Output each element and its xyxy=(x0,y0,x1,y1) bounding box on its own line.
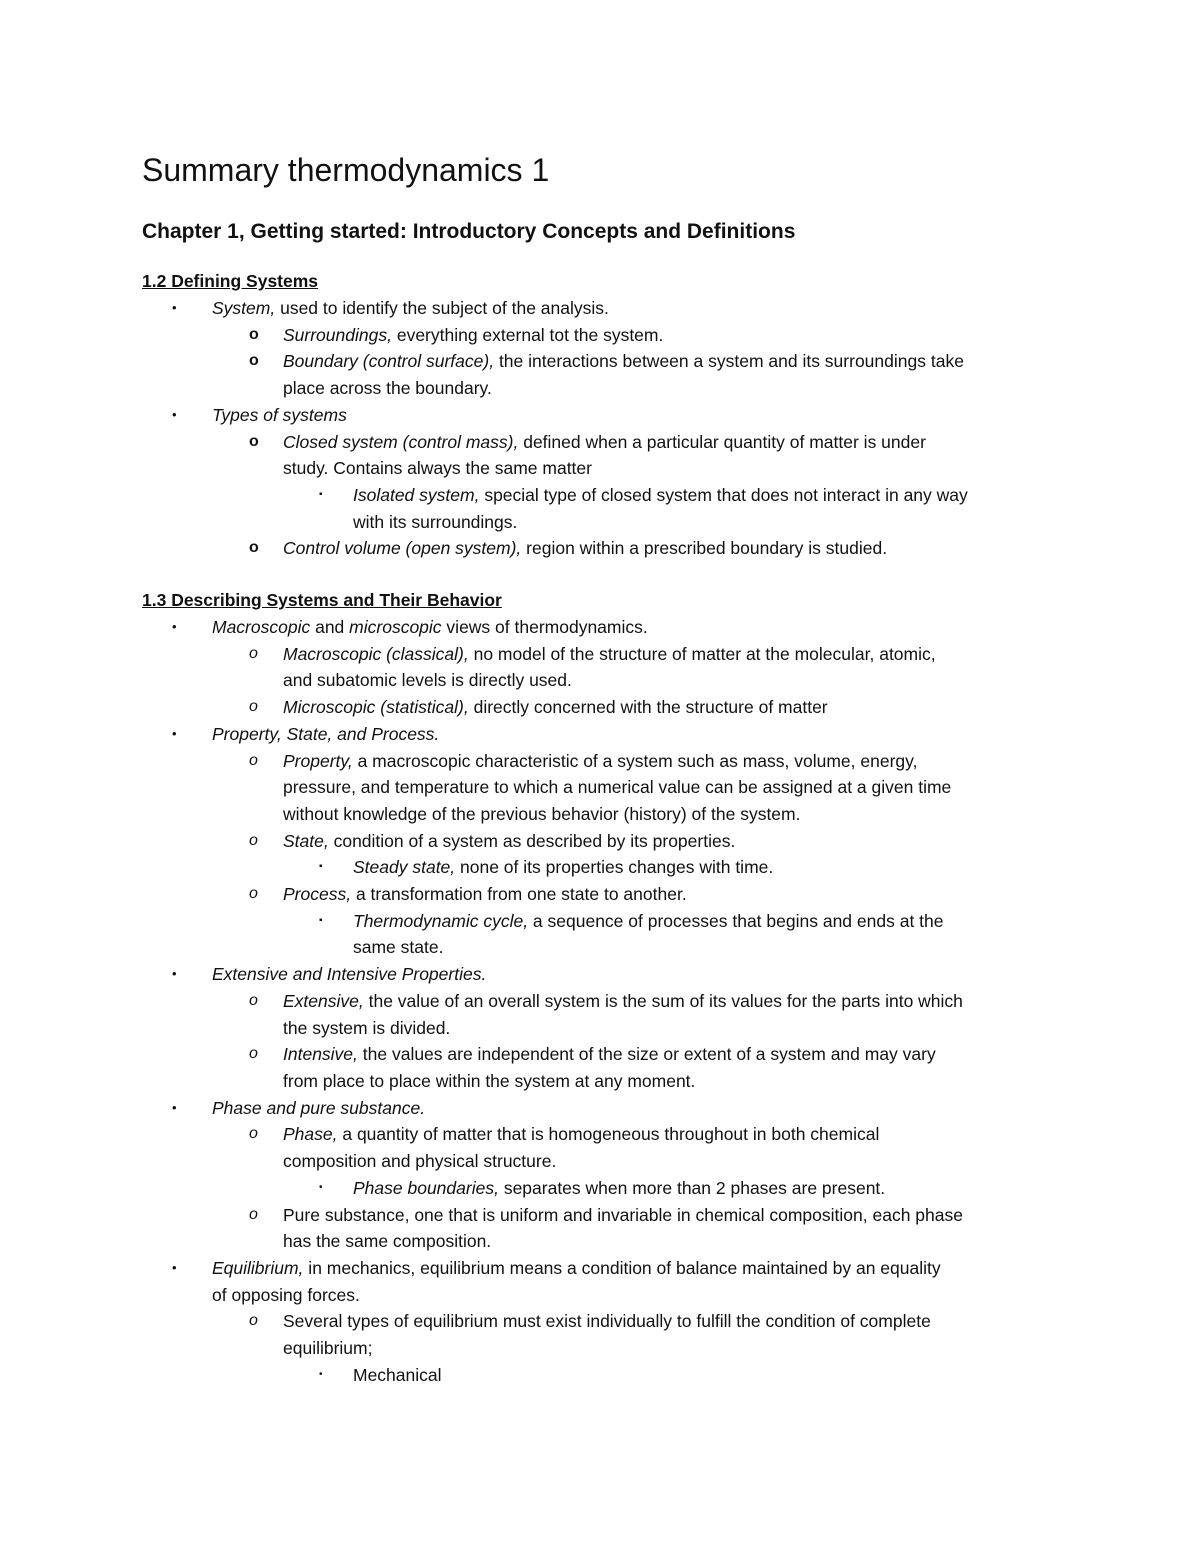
line-text: a quantity of matter that is homogeneous throughout in both chemical xyxy=(337,1124,880,1145)
line-text: defined when a particular quantity of matter is under xyxy=(518,431,926,452)
outline-line xyxy=(142,322,1060,349)
term: Equilibrium, xyxy=(212,1257,304,1278)
line-text: separates when more than 2 phases are present. xyxy=(498,1177,886,1198)
outline-line xyxy=(142,854,1060,881)
line-text: region within a prescribed boundary is studied. xyxy=(521,538,888,559)
bullet-icon: • xyxy=(319,1181,323,1193)
outline-line xyxy=(142,988,1060,1015)
outline-line xyxy=(142,1282,1060,1309)
outline-line xyxy=(142,402,1060,429)
term: Microscopic (statistical), xyxy=(283,697,469,718)
term: Extensive, xyxy=(283,990,364,1011)
term: Thermodynamic cycle, xyxy=(353,910,529,931)
line-text: the system is divided. xyxy=(283,1017,451,1038)
outline-line xyxy=(142,1015,1060,1042)
line-text: with its surroundings. xyxy=(353,511,518,532)
term: Phase boundaries, xyxy=(353,1177,499,1198)
outline-line xyxy=(142,1335,1060,1362)
line-text: of opposing forces. xyxy=(212,1284,360,1305)
term: Extensive and Intensive Properties. xyxy=(212,964,487,985)
outline-line xyxy=(142,429,1060,456)
term: Property, xyxy=(283,750,353,771)
line-text: from place to place within the system at any moment. xyxy=(283,1070,696,1091)
outline-line xyxy=(142,694,1060,721)
line-text: in mechanics, equilibrium means a condition of balance maintained by an equality xyxy=(303,1257,941,1278)
sections-container xyxy=(142,268,1060,1388)
term: Property, State, and Process. xyxy=(212,723,440,744)
line-text: the value of an overall system is the sum of its values for the parts into which xyxy=(363,990,963,1011)
line-text: everything external tot the system. xyxy=(391,324,664,345)
term: Steady state, xyxy=(353,857,456,878)
section-heading: 1.2 Defining Systems xyxy=(142,271,319,291)
circle-bullet-icon: o xyxy=(249,885,258,903)
outline-line xyxy=(142,1121,1060,1148)
outline-line xyxy=(142,667,1060,694)
square-bullet-icon: ▪ xyxy=(319,861,323,873)
term: Control volume (open system), xyxy=(283,538,522,559)
outline-line xyxy=(142,1148,1060,1175)
bullet-icon: • xyxy=(172,300,177,315)
line-text: has the same composition. xyxy=(283,1231,492,1252)
section-1 xyxy=(142,268,1060,562)
line-text: place across the boundary. xyxy=(283,378,492,399)
outline-line xyxy=(142,1202,1060,1229)
line-text: Mechanical xyxy=(353,1364,442,1385)
line-text: composition and physical structure. xyxy=(283,1151,557,1172)
line-text: and xyxy=(310,617,350,638)
line-text: a sequence of processes that begins and ends at the xyxy=(528,910,944,931)
line-text: equilibrium; xyxy=(283,1338,373,1359)
outline-line xyxy=(142,774,1060,801)
circle-bullet-icon: o xyxy=(249,1045,258,1063)
outline-line xyxy=(142,1068,1060,1095)
line-text: views of thermodynamics. xyxy=(441,617,648,638)
line-text: Several types of equilibrium must exist individually to fulfill the condition of complete xyxy=(283,1311,931,1332)
circle-bullet-icon: o xyxy=(249,698,258,716)
term: Macroscopic (classical), xyxy=(283,643,469,664)
term: Closed system (control mass), xyxy=(283,431,519,452)
outline-line xyxy=(142,535,1060,562)
outline-line xyxy=(142,614,1060,641)
circle-bullet-icon: o xyxy=(249,1205,258,1223)
term: Process, xyxy=(283,884,352,905)
outline-line xyxy=(142,455,1060,482)
bullet-icon: • xyxy=(172,966,177,982)
chapter-heading: Chapter 1, Getting started: Introductory Concepts and Definitions xyxy=(142,220,796,243)
line-text: no model of the structure of matter at the molecular, atomic, xyxy=(468,643,936,664)
term: Boundary (control surface), xyxy=(283,351,495,372)
term: State, xyxy=(283,830,329,851)
term: Phase and pure substance. xyxy=(212,1097,426,1118)
line-text: directly concerned with the structure of matter xyxy=(468,697,828,718)
circle-bullet-icon: o xyxy=(249,352,259,370)
outline-line xyxy=(142,1095,1060,1122)
bullet-icon: • xyxy=(172,1099,177,1115)
outline-line xyxy=(142,1175,1060,1202)
bullet-icon: • xyxy=(172,619,177,635)
line-text: the values are independent of the size or extent of a system and may vary xyxy=(357,1044,936,1065)
square-bullet-icon: ▪ xyxy=(319,488,323,500)
circle-bullet-icon: o xyxy=(249,1125,258,1143)
term: System, xyxy=(212,298,276,318)
line-text: same state. xyxy=(353,937,444,958)
outline-line xyxy=(142,1308,1060,1335)
circle-bullet-icon: o xyxy=(249,432,259,450)
line-text: a transformation from one state to another. xyxy=(351,884,687,905)
circle-bullet-icon: o xyxy=(249,991,258,1009)
line-text: special type of closed system that does not interact in any way xyxy=(479,484,968,505)
circle-bullet-icon: o xyxy=(249,751,258,769)
line-text: used to identify the subject of the analysis. xyxy=(275,298,609,318)
line-text: a macroscopic characteristic of a system such as mass, volume, energy, xyxy=(352,750,918,771)
section-heading: 1.3 Describing Systems and Their Behavior xyxy=(142,590,502,611)
line-text: study. Contains always the same matter xyxy=(283,458,592,479)
outline-line xyxy=(142,482,1060,509)
document-title: Summary thermodynamics 1 xyxy=(142,152,550,188)
outline-line xyxy=(142,1255,1060,1282)
bullet-icon: • xyxy=(172,1259,177,1275)
bullet-icon: • xyxy=(172,725,177,741)
term: Isolated system, xyxy=(353,484,480,505)
outline-line xyxy=(142,641,1060,668)
term: Phase, xyxy=(283,1124,338,1145)
outline-line xyxy=(142,348,1060,375)
outline-line xyxy=(142,934,1060,961)
line-text: none of its properties changes with time. xyxy=(455,857,774,878)
bullet-icon: • xyxy=(319,1368,323,1380)
term: Surroundings, xyxy=(283,324,392,345)
outline-line xyxy=(142,908,1060,935)
outline-line xyxy=(142,748,1060,775)
bullet-icon: • xyxy=(172,406,177,422)
line-text: without knowledge of the previous behavior (history) of the system. xyxy=(283,803,801,824)
circle-bullet-icon: o xyxy=(249,644,258,662)
term: Types of systems xyxy=(212,404,347,425)
line-text: and subatomic levels is directly used. xyxy=(283,670,572,691)
circle-bullet-icon: o xyxy=(249,831,258,849)
outline-line xyxy=(142,295,1060,322)
outline-line xyxy=(142,961,1060,988)
outline-line xyxy=(142,1041,1060,1068)
outline-line xyxy=(142,509,1060,536)
outline-line xyxy=(142,1362,1060,1389)
outline-line xyxy=(142,828,1060,855)
outline-line xyxy=(142,1228,1060,1255)
outline-line xyxy=(142,721,1060,748)
line-text: condition of a system as described by its properties. xyxy=(328,830,736,851)
term: microscopic xyxy=(349,617,442,638)
circle-bullet-icon: o xyxy=(249,539,259,557)
outline-line xyxy=(142,801,1060,828)
line-text: pressure, and temperature to which a numerical value can be assigned at a given time xyxy=(283,777,952,798)
square-bullet-icon: ▪ xyxy=(319,914,323,926)
circle-bullet-icon: o xyxy=(249,1312,258,1330)
line-text: Pure substance, one that is uniform and invariable in chemical composition, each phase xyxy=(283,1204,963,1225)
line-text: the interactions between a system and its surroundings take xyxy=(494,351,964,372)
term: Intensive, xyxy=(283,1044,358,1065)
outline-line xyxy=(142,881,1060,908)
term: Macroscopic xyxy=(212,617,311,638)
circle-bullet-icon: o xyxy=(249,325,259,343)
outline-line xyxy=(142,375,1060,402)
section-2 xyxy=(142,587,1060,1388)
